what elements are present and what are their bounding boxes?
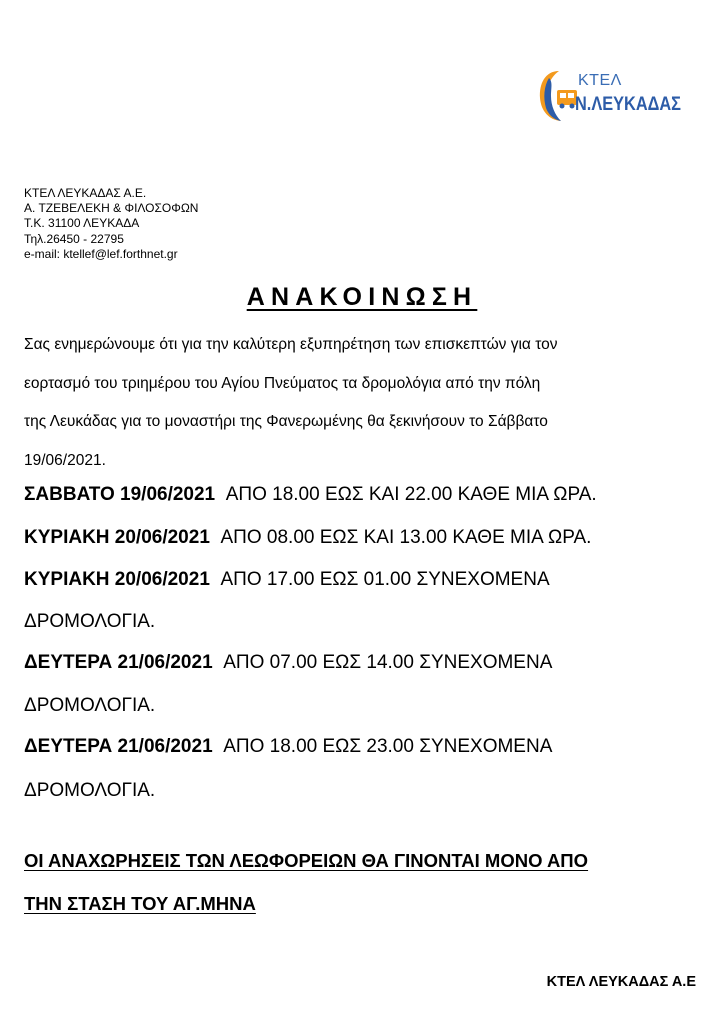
signature: ΚΤΕΛ ΛΕΥΚΑΔΑΣ Α.Ε — [546, 974, 696, 990]
address-line: ΚΤΕΛ ΛΕΥΚΑΔΑΣ Α.Ε. — [24, 186, 147, 200]
logo-line-2: Ν.ΛΕΥΚΑΔΑΣ — [575, 94, 681, 115]
schedule-text: ΑΠΟ 18.00 ΕΩΣ 23.00 ΣΥΝΕΧΟΜΕΝΑ — [223, 736, 553, 757]
schedule-continuation: ΔΡΟΜΟΛΟΓΙΑ. — [24, 611, 156, 632]
schedule-line — [24, 569, 550, 591]
schedule-line — [24, 484, 597, 506]
schedule-continuation: ΔΡΟΜΟΛΟΓΙΑ. — [24, 695, 156, 716]
intro-line: 19/06/2021. — [24, 451, 106, 469]
schedule-day: ΔΕΥΤΕΡΑ 21/06/2021 — [24, 652, 213, 673]
schedule-line — [24, 527, 591, 549]
schedule-line — [24, 652, 552, 674]
intro-line: Σας ενημερώνουμε ότι για την καλύτερη εξυπηρέτηση των επισκεπτών για τον — [24, 336, 558, 353]
schedule-text: ΑΠΟ 08.00 ΕΩΣ ΚΑΙ 13.00 ΚΑΘΕ ΜΙΑ ΩΡΑ. — [220, 527, 592, 548]
schedule-line — [24, 736, 552, 758]
departure-notice-line: ΤΗΝ ΣΤΑΣΗ ΤΟΥ ΑΓ.ΜΗΝΑ — [24, 893, 256, 914]
address-line: Α. ΤΖΕΒΕΛΕΚΗ & ΦΙΛΟΣΟΦΩΝ — [24, 201, 199, 216]
logo-line-1: ΚΤΕΛ — [578, 72, 622, 89]
announcement-heading — [0, 283, 724, 312]
intro-paragraph — [24, 336, 557, 490]
schedule-day: ΚΥΡΙΑΚΗ 20/06/2021 — [24, 569, 210, 590]
heading-text: ΑΝΑΚΟΙΝΩΣΗ — [246, 283, 478, 311]
intro-line: της Λευκάδας για το μοναστήρι της Φανερωμένης θα ξεκινήσουν το Σάββατο — [24, 413, 548, 430]
schedule-text: ΑΠΟ 07.00 ΕΩΣ 14.00 ΣΥΝΕΧΟΜΕΝΑ — [223, 652, 553, 673]
company-logo — [537, 68, 681, 124]
address-line: Τ.Κ. 31100 ΛΕΥΚΑΔΑ — [24, 216, 140, 231]
departure-notice-line: ΟΙ ΑΝΑΧΩΡΗΣΕΙΣ ΤΩΝ ΛΕΩΦΟΡΕΙΩΝ ΘΑ ΓΙΝΟΝΤΑΙ ΜΟΝΟ ΑΠΟ — [24, 850, 589, 871]
address-line: Τηλ.26450 - 22795 — [24, 231, 124, 246]
schedule-day: ΔΕΥΤΕΡΑ 21/06/2021 — [24, 736, 213, 757]
schedule-text: ΑΠΟ 18.00 ΕΩΣ ΚΑΙ 22.00 ΚΑΘΕ ΜΙΑ ΩΡΑ. — [225, 484, 597, 505]
intro-line: εορτασμό του τριημέρου του Αγίου Πνεύματος τα δρομολόγια από την πόλη — [24, 374, 541, 392]
schedule-continuation: ΔΡΟΜΟΛΟΓΙΑ. — [24, 780, 156, 801]
schedule-text: ΑΠΟ 17.00 ΕΩΣ 01.00 ΣΥΝΕΧΟΜΕΝΑ — [220, 569, 550, 590]
sender-address — [24, 186, 198, 262]
address-line: e-mail: ktellef@lef.forthnet.gr — [24, 246, 178, 261]
schedule-day: ΣΑΒΒΑΤΟ 19/06/2021 — [24, 484, 216, 505]
schedule-day: ΚΥΡΙΑΚΗ 20/06/2021 — [24, 527, 210, 548]
